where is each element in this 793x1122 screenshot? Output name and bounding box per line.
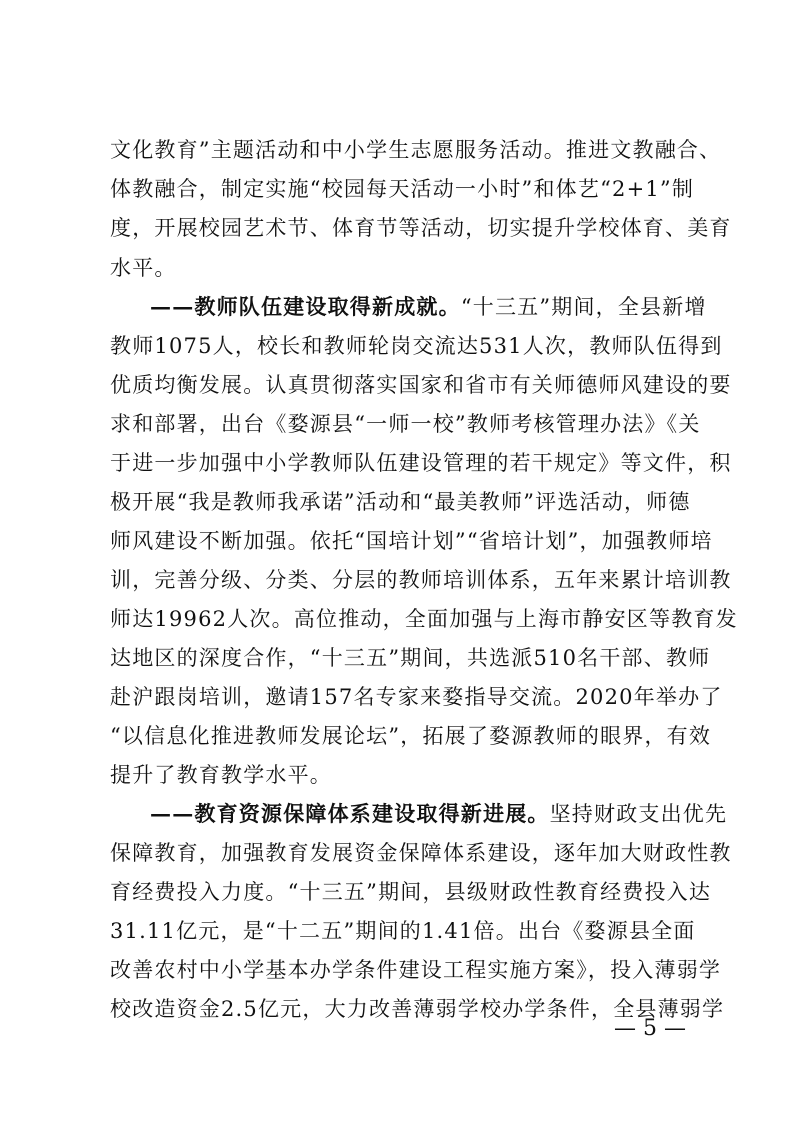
section-heading-teachers: ——教师队伍建设取得新成就。 [150, 294, 461, 319]
body-line: 优质均衡发展。认真贯彻落实国家和省市有关师德师风建设的要 [110, 373, 732, 397]
body-line: 水平。 [110, 256, 177, 280]
body-line: 改善农村中小学基本办学条件建设工程实施方案》，投入薄弱学 [110, 958, 722, 982]
body-line: 求和部署，出台《婺源县“一师一校”教师考核管理办法》《关 [110, 412, 701, 436]
body-line: 体教融合，制定实施“校园每天活动一小时”和体艺“2+1”制 [110, 177, 695, 201]
body-line: 教师1075人，校长和教师轮岗交流达531人次，教师队伍得到 [110, 334, 723, 358]
section-heading-resources-text: 坚持财政支出优先 [549, 802, 728, 826]
body-line: 保障教育，加强教育发展资金保障体系建设，逐年加大财政性教 [110, 841, 732, 865]
section-heading-line [150, 289, 707, 325]
section-heading-teachers-text: “十三五”期间，全县新增 [460, 295, 707, 319]
body-line: 训，完善分级、分类、分层的教师培训体系，五年来累计培训教 [110, 568, 732, 592]
body-line: 提升了教育教学水平。 [110, 763, 332, 787]
body-line: 师风建设不断加强。依托“国培计划”“省培计划”，加强教师培 [110, 529, 713, 553]
body-line: 于进一步加强中小学教师队伍建设管理的若干规定》等文件，积 [110, 451, 732, 475]
body-line: 育经费投入力度。“十三五”期间，县级财政性教育经费投入达 [110, 880, 712, 904]
body-line: 文化教育”主题活动和中小学生志愿服务活动。推进文教融合、 [110, 138, 722, 162]
body-line: “以信息化推进教师发展论坛”，拓展了婺源教师的眼界，有效 [110, 724, 712, 748]
section-heading-line [150, 796, 728, 832]
body-line: 31.11亿元，是“十二五”期间的1.41倍。出台《婺源县全面 [110, 919, 696, 943]
body-line: 度，开展校园艺术节、体育节等活动，切实提升学校体育、美育 [110, 216, 732, 240]
body-line: 极开展“我是教师我承诺”活动和“最美教师”评选活动，师德 [110, 490, 691, 514]
body-line: 师达19962人次。高位推动，全面加强与上海市静安区等教育发 [110, 607, 738, 631]
body-line: 赴沪跟岗培训，邀请157名专家来婺指导交流。2020年举办了 [110, 685, 723, 709]
section-heading-resources: ——教育资源保障体系建设取得新进展。 [150, 801, 550, 826]
page-number: — 5 — [614, 1016, 686, 1041]
body-line: 校改造资金2.5亿元，大力改善薄弱学校办学条件，全县薄弱学 [110, 997, 725, 1021]
body-line: 达地区的深度合作，“十三五”期间，共选派510名干部、教师 [110, 646, 711, 670]
